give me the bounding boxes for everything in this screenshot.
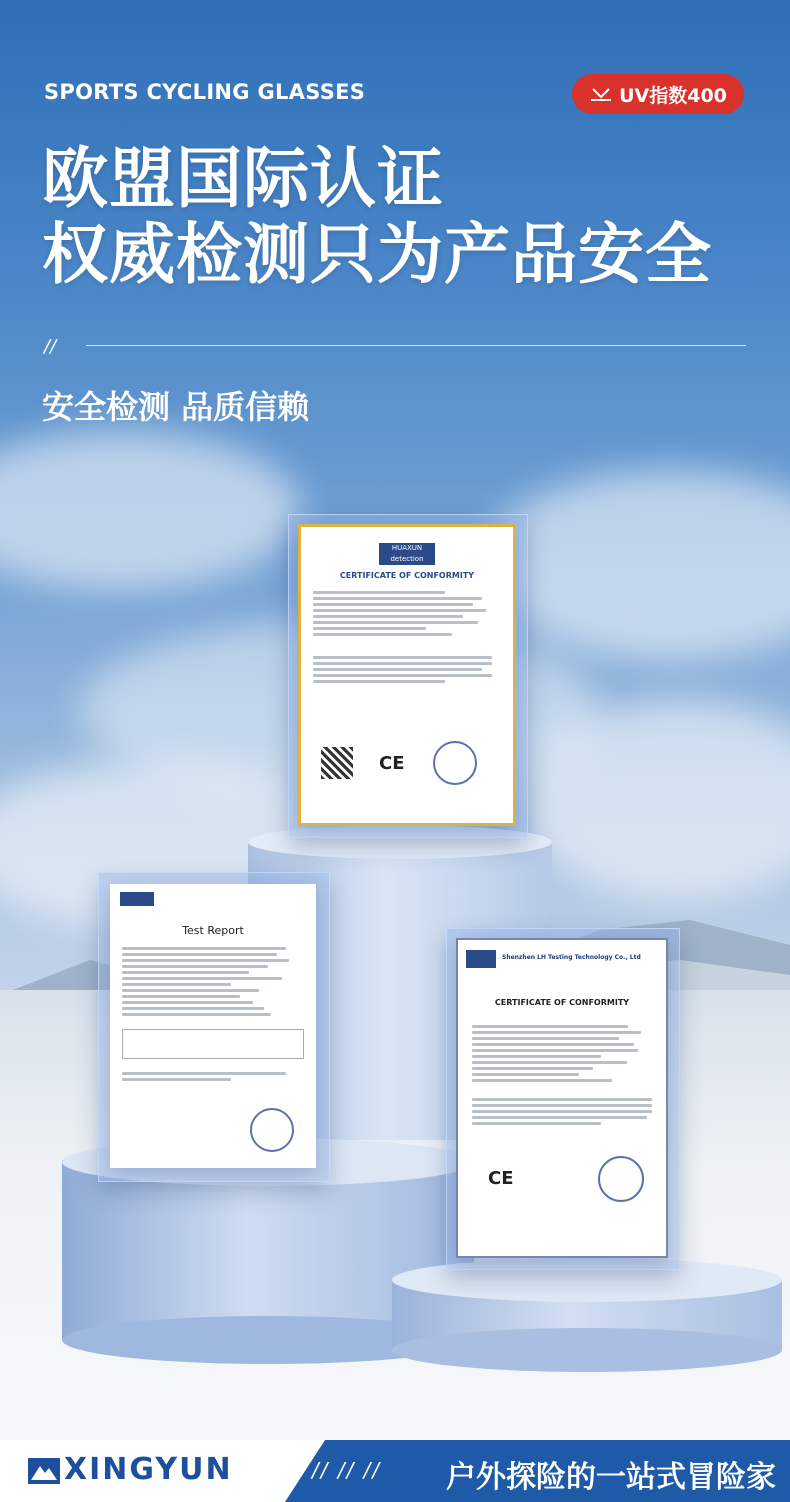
subheading: 安全检测 品质信赖 [42,388,310,426]
certificate-top [298,524,516,826]
certificate-right [456,938,668,1258]
divider-line [86,345,746,346]
footer-slogan: 户外探险的一站式冒险家 [446,1460,776,1495]
brand-logo: XINGYUN [64,1452,233,1487]
cloud [0,430,300,590]
seal-icon [250,1108,294,1152]
divider-mark: // [44,336,57,357]
pedestal-right-base [392,1328,782,1372]
brand-tagline: SPORTS CYCLING GLASSES [44,80,366,104]
lab-logo-icon [466,950,496,968]
lab-logo-icon [120,892,154,906]
uv-badge-label: UV指数400 [619,84,727,107]
headline-line2: 权威检测只为产品安全 [42,216,712,293]
uv-badge [572,74,744,114]
certificate-title: CERTIFICATE OF CONFORMITY [494,998,630,1007]
uv-ray-icon [589,86,613,102]
lab-company: Shenzhen LH Testing Technology Co., Ltd [502,954,641,961]
ce-mark: CE [488,1168,514,1189]
footer-slashes: // // // [312,1458,382,1482]
certificate-left [110,884,316,1168]
report-title: Test Report [182,924,244,937]
qr-code-icon [321,747,353,779]
mountain-logo-icon [28,1458,60,1484]
certificate-logo: HUAXUN detection [379,543,435,565]
certificate-title: CERTIFICATE OF CONFORMITY [339,571,475,580]
ce-mark: CE [379,753,405,774]
seal-icon [598,1156,644,1202]
headline-line1: 欧盟国际认证 [42,140,444,217]
seal-icon [433,741,477,785]
